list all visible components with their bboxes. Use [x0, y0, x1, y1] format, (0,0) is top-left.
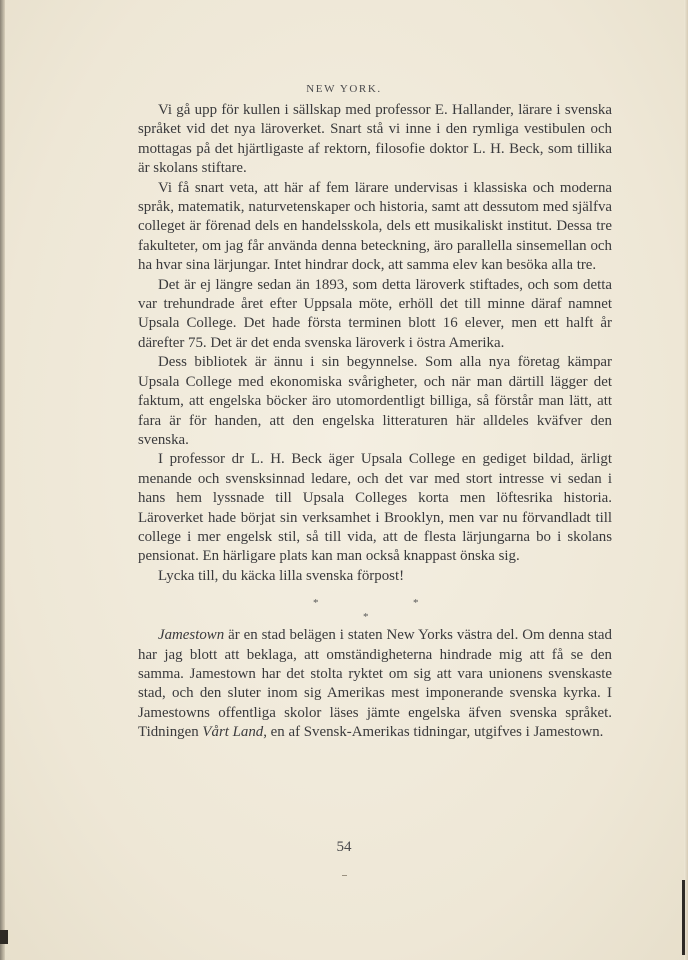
scan-mark — [682, 880, 685, 955]
scan-mark — [0, 930, 8, 944]
paragraph: Dess bibliotek är ännu i sin begynnelse. Som alla nya företag kämpar Upsala College med ekonomiska svårigheter, och när man därtill lägger det faktum, att engelska böcker äro utomordentligt billiga, så förstår man lätt, att fara är för handen, att den engelska litteraturen här alldeles kväfver den svenska. — [138, 354, 612, 448]
asterisk: * — [363, 611, 369, 624]
section-separator — [138, 592, 612, 626]
page-edge — [684, 0, 688, 960]
asterisk: * — [313, 597, 319, 610]
paragraph-jamestown — [138, 626, 612, 742]
paragraph-text: , en af Svensk-Amerikas tidningar, utgifves i Jamestown. — [263, 724, 604, 741]
paragraph-text: är en stad belägen i staten New Yorks västra del. Om denna stad har jag blott att beklaga, att omständigheterna hindrade mig att få se den samma. Jamestown har det stolta ryktet om sig att vara unionens svenskaste stad, och den sluter inom sig Amerikas mest imponerande svenska kyrka. I Jamestowns offentliga skolor läses jämte engelska äfven svenska språket. Tidningen — [138, 627, 612, 741]
body-text — [138, 101, 612, 743]
newspaper-name: Vårt Land — [202, 724, 264, 741]
paragraph: Vi gå upp för kullen i sällskap med professor E. Hallander, lärare i svenska språket vid det nya läroverket. Snart stå vi inne i den rymliga vestibulen och mottagas på det hjärtligaste af rektorn, filosofie doktor L. H. Beck, som tillika är skolans stiftare. — [138, 102, 612, 177]
asterisk: * — [413, 597, 419, 610]
printer-mark — [342, 875, 347, 876]
running-head: NEW YORK. — [306, 83, 382, 95]
paragraph: Lycka till, du käcka lilla svenska förpost! — [158, 567, 405, 584]
paragraph: Det är ej längre sedan än 1893, som detta läroverk stiftades, och som detta var trehundrade året efter Uppsala möte, erhöll det till minne däraf namnet Upsala College. Det hade första terminen blott 16 elever, men ett halft år därefter 75. Det är det enda svenska läroverk i östra Amerika. — [138, 276, 612, 351]
page-edge-shadow — [0, 0, 5, 960]
paragraph: Vi få snart veta, att här af fem lärare undervisas i klassiska och moderna språk, matematik, naturvetenskaper och historia, samt att dessutom med själfva colleget är förenad dels en handelsskola, dels ett musikaliskt institut. Dessa tre fakulteter, om jag får använda denna beteckning, äro parallella sinsemellan och ha hvar sina lärjungar. Intet hindrar dock, att samma elev kan besöka alla tre. — [138, 179, 612, 274]
page-number: 54 — [336, 839, 352, 855]
place-name: Jamestown — [158, 627, 225, 644]
paragraph: I professor dr L. H. Beck äger Upsala College en gediget bildad, ärligt menande och svensksinnad ledare, och det var med stort intresse vi sedan i hans hem lyssnade till Upsala Colleges korta men löftesrika historia. Läroverket hade börjat sin verksamhet i Brooklyn, men var nu förvandladt till college i mer engelsk stil, så till vida, att de flesta lärjungarna bo i skolans pensionat. En härligare plats kan man också knappast önska sig. — [138, 451, 612, 565]
